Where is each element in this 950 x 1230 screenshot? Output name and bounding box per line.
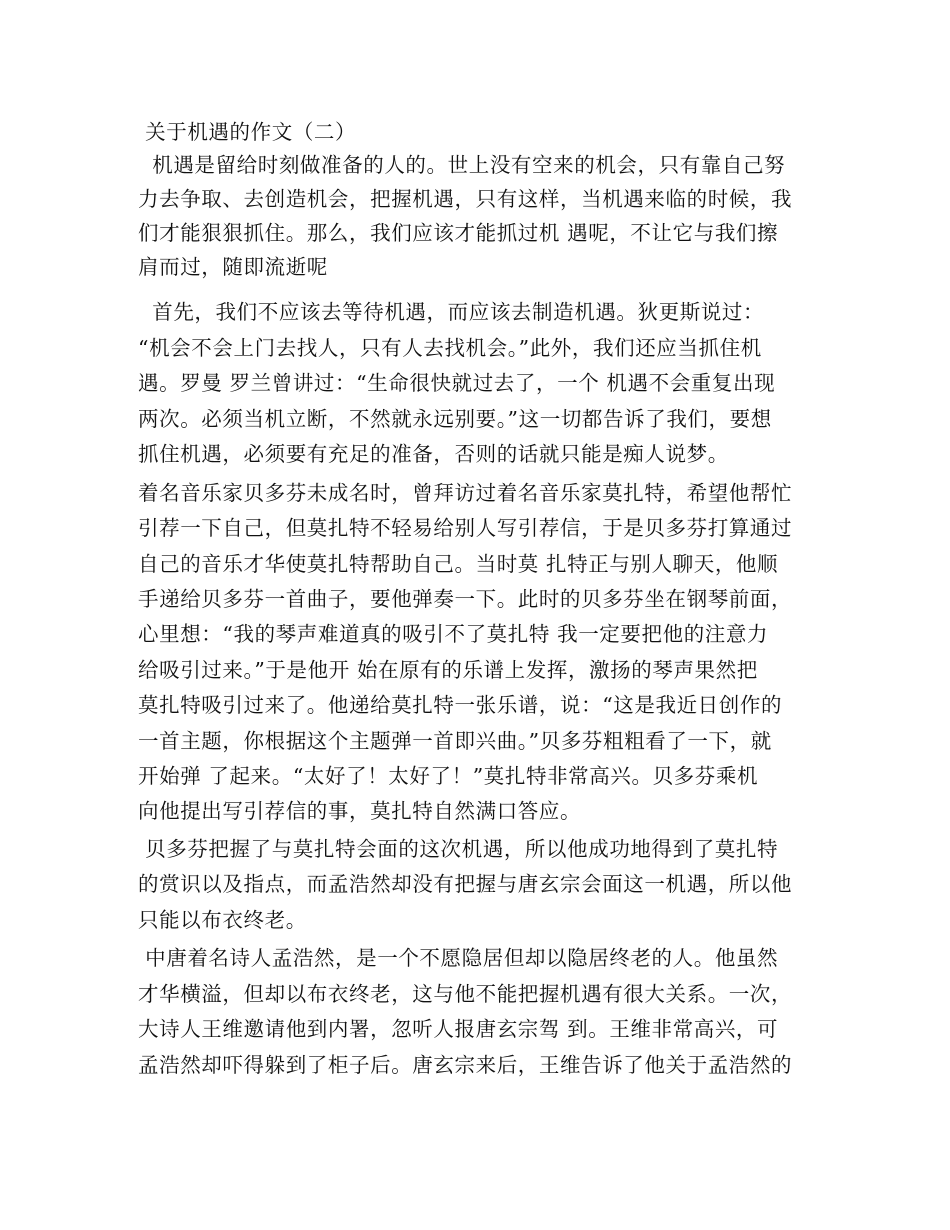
text-line: 手递给贝多芬一首曲子，要他弹奏一下。此时的贝多芬坐在钢琴前面，	[138, 587, 793, 611]
text-line: 一首主题，你根据这个主题弹一首即兴曲。”贝多芬粗粗看了一下，就	[138, 729, 772, 753]
text-line: 们才能狠狠抓住。那么，我们应该才能抓过机 遇呢，不让它与我们擦	[138, 221, 779, 245]
essay-title: 关于机遇的作文（二）	[138, 120, 357, 144]
text-line: 首先，我们不应该去等待机遇，而应该去制造机遇。狄更斯说过：	[138, 300, 765, 324]
text-line: 才华横溢，但却以布衣终老，这与他不能把握机遇有很大关系。一次，	[138, 982, 793, 1006]
text-line: “机会不会上门去找人，只有人去找机会。”此外，我们还应当抓住机	[138, 336, 762, 360]
text-line: 给吸引过来。”于是他开 始在原有的乐谱上发挥，激扬的琴声果然把	[138, 658, 758, 682]
text-line: 着名音乐家贝多芬未成名时，曾拜访过着名音乐家莫扎特，希望他帮忙	[138, 481, 793, 505]
text-line: 大诗人王维邀请他到内署，忽听人报唐玄宗驾 到。王维非常高兴，可	[138, 1017, 779, 1041]
text-line: 遇。罗曼 罗兰曾讲过：“生命很快就过去了，一个 机遇不会重复出现	[138, 371, 776, 395]
text-line: 孟浩然却吓得躲到了柜子后。唐玄宗来后，王维告诉了他关于孟浩然的	[138, 1053, 793, 1077]
text-line: 力去争取、去创造机会，把握机遇，只有这样，当机遇来临的时候，我	[138, 187, 793, 211]
text-line: 的赏识以及指点，而孟浩然却没有把握与唐玄宗会面这一机遇，所以他	[138, 872, 793, 896]
text-line: 贝多芬把握了与莫扎特会面的这次机遇，所以他成功地得到了莫扎特	[138, 837, 779, 861]
text-line: 引荐一下自己，但莫扎特不轻易给别人写引荐信，于是贝多芬打算通过	[138, 516, 793, 540]
text-line: 抓住机遇，必须要有充足的准备，否则的话就只能是痴人说梦。	[138, 442, 729, 466]
text-line: 向他提出写引荐信的事，莫扎特自然满口答应。	[138, 799, 582, 823]
text-line: 只能以布衣终老。	[138, 908, 307, 932]
text-line: 机遇是留给时刻做准备的人的。世上没有空来的机会，只有靠自己努	[138, 153, 786, 177]
text-line: 开始弹 了起来。“太好了！太好了！”莫扎特非常高兴。贝多芬乘机	[138, 764, 759, 788]
text-line: 莫扎特吸引过来了。他递给莫扎特一张乐谱，说：“这是我近日创作的	[138, 693, 783, 717]
text-line: 两次。必须当机立断，不然就永远别要。”这一切都告诉了我们，要想	[138, 407, 772, 431]
text-line: 自己的音乐才华使莫扎特帮助自己。当时莫 扎特正与别人聊天，他顺	[138, 552, 779, 576]
text-line: 心里想：“我的琴声难道真的吸引不了莫扎特 我一定要把他的注意力	[138, 622, 769, 646]
text-line: 肩而过，随即流逝呢	[138, 255, 328, 279]
text-line: 中唐着名诗人孟浩然，是一个不愿隐居但却以隐居终老的人。他虽然	[138, 946, 779, 970]
